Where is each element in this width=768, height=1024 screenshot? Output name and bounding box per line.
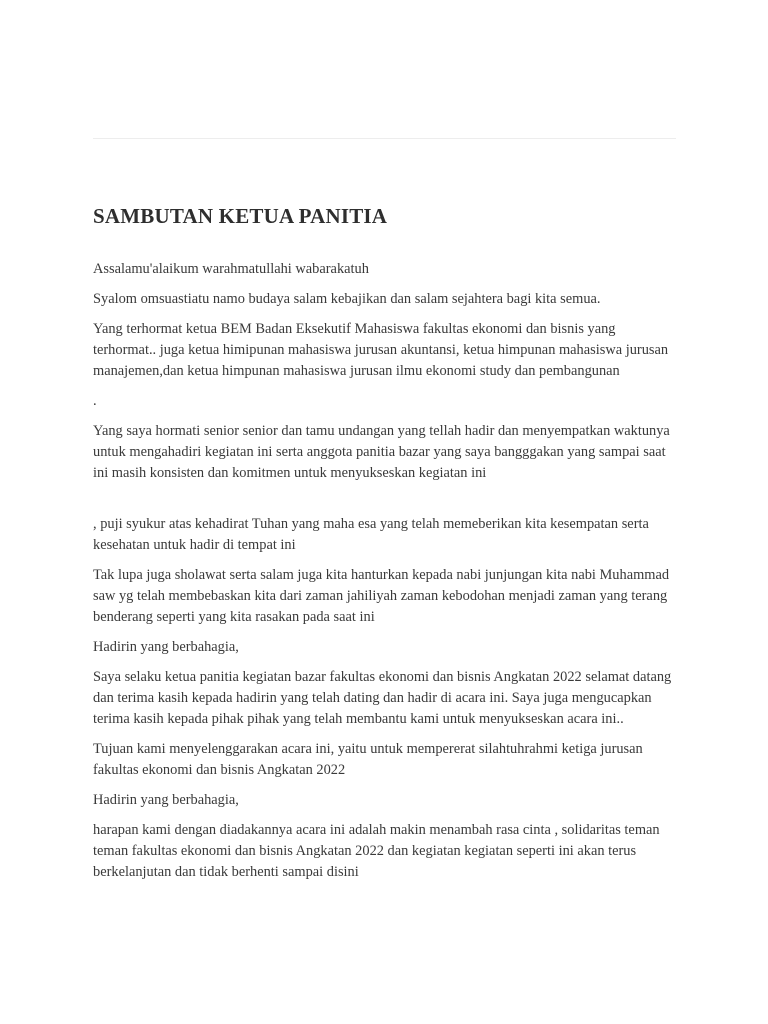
paragraph-welcome: Saya selaku ketua panitia kegiatan bazar fakultas ekonomi dan bisnis Angkatan 2022 selamat datang dan terima kasih kepada hadirin yang telah dating dan hadir di acara ini. Saya juga mengucapkan terima kasih kepada pihak pihak yang telah membantu kami untuk menyukseskan acara ini.. [93,669,672,727]
document-body [93,259,678,892]
paragraph-greeting-interfaith: Syalom omsuastiatu namo budaya salam kebajikan dan salam sejahtera bagi kita semua. [93,291,601,307]
paragraph-sholawat: Tak lupa juga sholawat serta salam juga kita hanturkan kepada nabi junjungan kita nabi Muhammad saw yg telah membebaskan kita dari zaman jahiliyah zaman kebodohan menjadi zaman yang terang benderang seperti yang kita rasakan pada saat ini [93,567,670,625]
paragraph-hope: harapan kami dengan diadakannya acara ini adalah makin menambah rasa cinta , solidaritas teman teman fakultas ekonomi dan bisnis Angkatan 2022 dan kegiatan kegiatan seperti ini akan terus berkelanjutan dan tidak berhenti sampai disini [93,822,660,880]
header-divider [93,138,676,139]
paragraph-address-1: Hadirin yang berbahagia, [93,639,239,655]
paragraph-greeting: Assalamu'alaikum warahmatullahi wabarakatuh [93,261,369,277]
paragraph-gratitude: , puji syukur atas kehadirat Tuhan yang maha esa yang telah memeberikan kita kesempatan serta kesehatan untuk hadir di tempat ini [93,516,649,553]
document-title: SAMBUTAN KETUA PANITIA [93,204,388,228]
paragraph-respected-bem: Yang terhormat ketua BEM Badan Eksekutif Mahasiswa fakultas ekonomi dan bisnis yang terhormat.. juga ketua himipunan mahasiswa jurusan akuntansi, ketua himpunan mahasiswa jurusan manajemen,dan ketua himpunan mahasiswa jurusan ilmu ekonomi study dan pembangunan [93,321,669,379]
paragraph-purpose: Tujuan kami menyelenggarakan acara ini, yaitu untuk mempererat silahtuhrahmi ketiga jurusan fakultas ekonomi dan bisnis Angkatan 2022 [93,741,643,778]
paragraph-respected-seniors: Yang saya hormati senior senior dan tamu undangan yang tellah hadir dan menyempatkan waktunya untuk mengahadiri kegiatan ini serta anggota panitia bazar yang saya bangggakan yang sampai saat ini masih konsisten dan komitmen untuk menyukseskan kegiatan ini [93,423,670,481]
paragraph-dot: . [93,393,97,409]
paragraph-address-2: Hadirin yang berbahagia, [93,792,239,808]
